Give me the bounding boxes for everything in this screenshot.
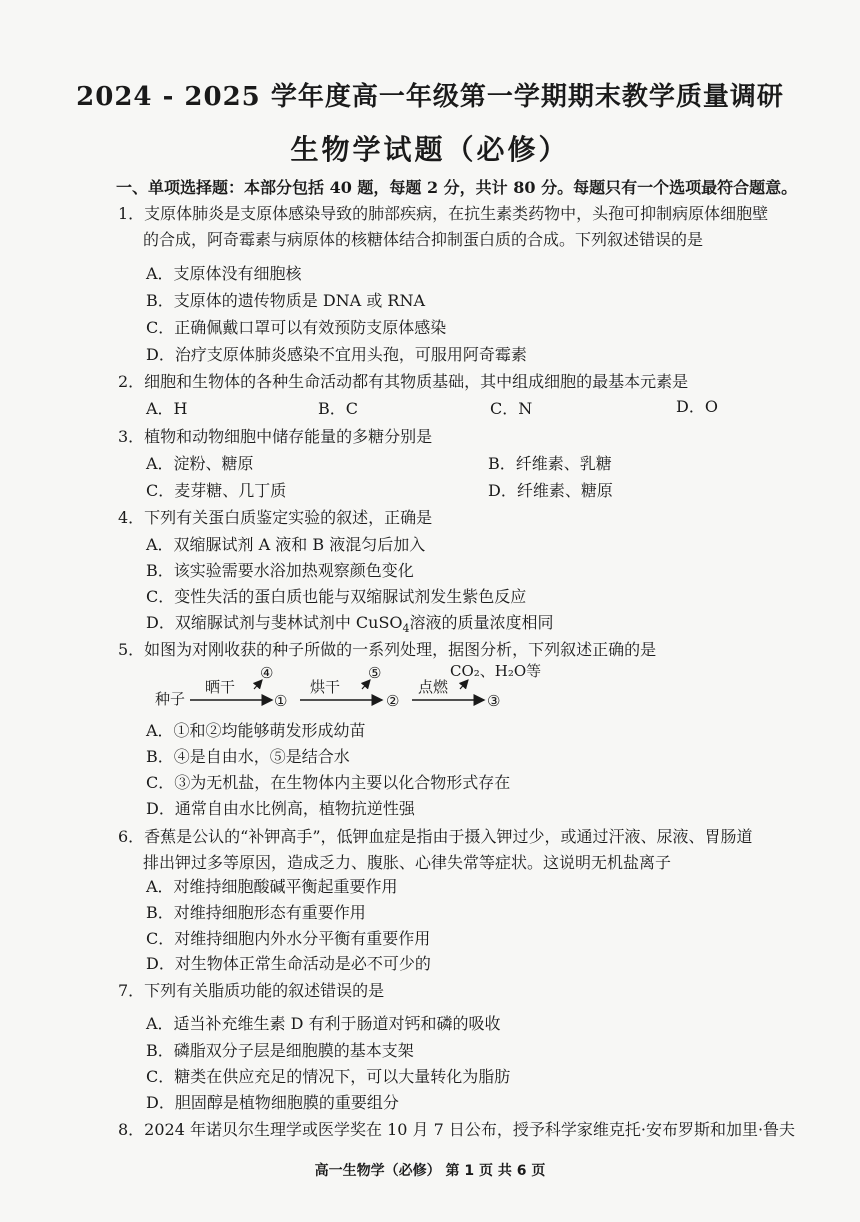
question-6-option-c: C．对维持细胞内外水分平衡有重要作用 [146,929,431,948]
label-5: ⑤ [368,664,382,682]
label-1: ① [274,692,288,710]
question-3-option-d: D．纤维素、糖原 [488,481,613,500]
exam-title: 2024 - 2025 学年度高一年级第一学期期末教学质量调研 [76,82,784,112]
question-2-option-c: C．N [490,399,533,418]
seed-treatment-diagram [150,662,570,722]
question-1-stem: 1．支原体肺炎是支原体感染导致的肺部疾病，在抗生素类药物中，头孢可抑制病原体细胞壁 [118,204,769,223]
question-2-stem: 2．细胞和生物体的各种生命活动都有其物质基础，其中组成细胞的最基本元素是 [118,372,689,391]
step-burn: 点燃 [418,678,449,696]
question-4-option-a: A．双缩脲试剂 A 液和 B 液混匀后加入 [146,535,426,554]
question-3-option-b: B．纤维素、乳糖 [488,454,612,473]
question-4-option-c: C．变性失活的蛋白质也能与双缩脲试剂发生紫色反应 [146,587,527,606]
branch-arrow-products [460,680,468,689]
step-dry-oven: 烘干 [310,678,341,696]
option-text: D．双缩脲试剂与斐林试剂中 CuSO [146,613,403,632]
question-6-stem-cont: 排出钾过多等原因，造成乏力、腹胀、心律失常等症状。这说明无机盐离子 [143,853,672,872]
question-4-option-b: B．该实验需要水浴加热观察颜色变化 [146,561,414,580]
option-text: 溶液的质量浓度相同 [409,613,554,632]
question-1-option-b: B．支原体的遗传物质是 DNA 或 RNA [146,291,426,310]
question-5-option-b: B．④是自由水，⑤是结合水 [146,747,350,766]
question-8-stem: 8．2024 年诺贝尔生理学或医学奖在 10 月 7 日公布，授予科学家维克托·安布罗斯和加里·鲁夫 [118,1120,796,1139]
label-2: ② [386,692,400,710]
question-2-option-a: A．H [146,399,188,418]
subscript: 4 [402,622,410,636]
seed-label: 种子 [155,690,186,708]
question-6-stem: 6．香蕉是公认的“补钾高手”，低钾血症是指由于摄入钾过少，或通过汗液、尿液、胃肠道 [118,827,753,846]
question-5-option-c: C．③为无机盐，在生物体内主要以化合物形式存在 [146,773,511,792]
question-3-stem: 3．植物和动物细胞中储存能量的多糖分别是 [118,427,433,446]
label-3: ③ [487,692,501,710]
question-3-option-c: C．麦芽糖、几丁质 [146,481,287,500]
question-7-option-c: C．糖类在供应充足的情况下，可以大量转化为脂肪 [146,1067,511,1086]
step-dry-sun: 晒干 [205,678,236,696]
question-5-stem: 5．如图为对刚收获的种子所做的一系列处理，据图分析，下列叙述正确的是 [118,640,657,659]
section-heading: 一、单项选择题：本部分包括 40 题，每题 2 分，共计 80 分。每题只有一个选项最符合题意。 [116,178,798,197]
question-6-option-a: A．对维持细胞酸碱平衡起重要作用 [146,877,398,896]
question-5-option-d: D．通常自由水比例高，植物抗逆性强 [146,799,415,818]
exam-subtitle: 生物学试题（必修） [290,133,570,166]
page-footer: 高一生物学（必修） 第 1 页 共 6 页 [314,1163,546,1179]
question-2-option-d: D．O [676,397,718,416]
question-5-option-a: A．①和②均能够萌发形成幼苗 [146,721,366,740]
question-7-stem: 7．下列有关脂质功能的叙述错误的是 [118,981,385,1000]
combustion-products: CO₂、H₂O等 [450,662,542,680]
question-3-option-a: A．淀粉、糖原 [146,454,254,473]
question-2-option-b: B．C [318,399,359,418]
question-7-option-b: B．磷脂双分子层是细胞膜的基本支架 [146,1041,414,1060]
question-6-option-d: D．对生物体正常生命活动是必不可少的 [146,954,431,973]
question-4-stem: 4．下列有关蛋白质鉴定实验的叙述，正确是 [118,508,433,527]
question-1-option-d: D．治疗支原体肺炎感染不宜用头孢，可服用阿奇霉素 [146,345,527,364]
question-7-option-d: D．胆固醇是植物细胞膜的重要组分 [146,1093,399,1112]
question-1-option-a: A．支原体没有细胞核 [146,264,302,283]
question-6-option-b: B．对维持细胞形态有重要作用 [146,903,366,922]
question-1-option-c: C．正确佩戴口罩可以有效预防支原体感染 [146,318,447,337]
question-4-option-d [146,612,554,640]
question-7-option-a: A．适当补充维生素 D 有利于肠道对钙和磷的吸收 [146,1014,501,1033]
question-1-stem-cont: 的合成，阿奇霉素与病原体的核糖体结合抑制蛋白质的合成。下列叙述错误的是 [143,230,704,249]
label-4: ④ [260,664,274,682]
